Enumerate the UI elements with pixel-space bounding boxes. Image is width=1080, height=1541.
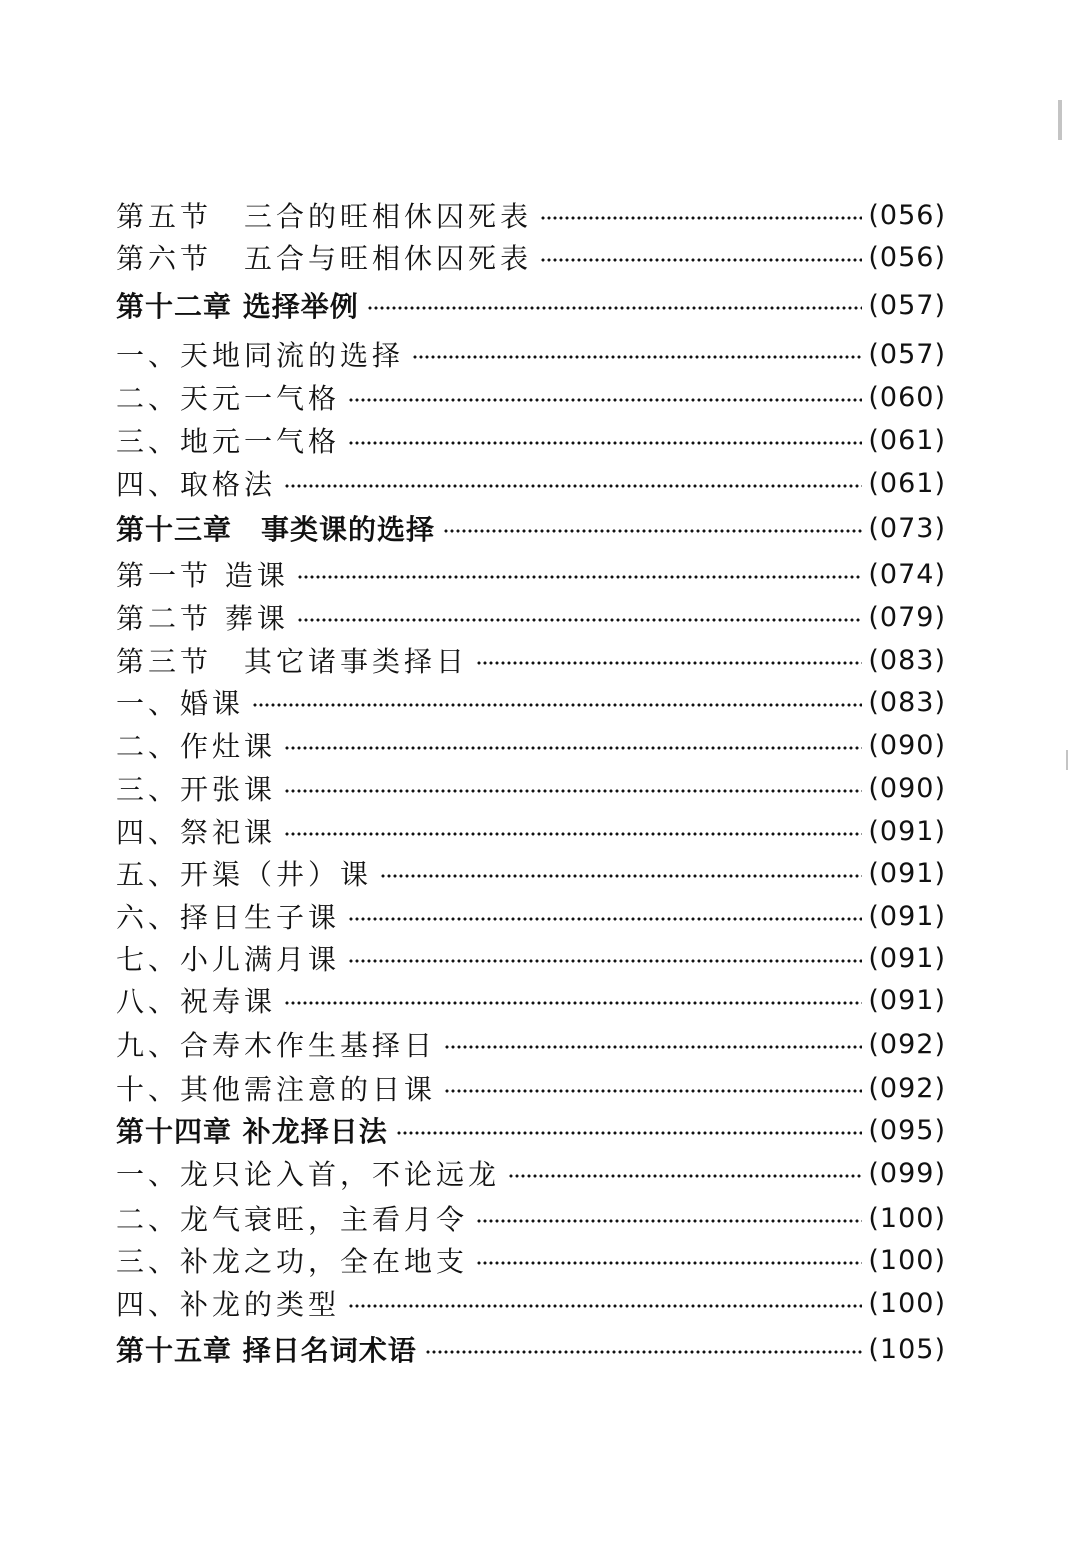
toc-page-number: (061)	[868, 467, 946, 499]
toc-chapter-row	[116, 285, 946, 325]
toc-page-number: (060)	[868, 381, 946, 413]
toc-item-row	[116, 938, 946, 978]
dot-leader	[284, 484, 862, 488]
toc-entry-title: 第十四章 补龙择日法	[116, 1115, 388, 1148]
toc-page-number: (105)	[868, 1333, 946, 1365]
toc-item-row	[116, 853, 946, 893]
dot-leader	[284, 789, 862, 793]
dot-leader	[348, 441, 862, 445]
dot-leader	[412, 355, 862, 359]
toc-item-row	[116, 463, 946, 503]
toc-entry-title: 六、择日生子课	[116, 901, 341, 934]
toc-page-number: (057)	[868, 289, 946, 321]
toc-entry-title: 二、天元一气格	[116, 382, 341, 415]
scan-mark	[1066, 750, 1068, 770]
toc-page-number: (090)	[868, 729, 946, 761]
toc-entry-title: 第十五章 择日名词术语	[116, 1334, 417, 1367]
toc-section-row	[116, 597, 946, 637]
toc-entry-title: 十、其他需注意的日课	[116, 1073, 437, 1106]
toc-item-row	[116, 1153, 946, 1193]
toc-section-row	[116, 640, 946, 680]
toc-item-row	[116, 768, 946, 808]
toc-entry-title: 一、龙只论入首，不论远龙	[116, 1158, 501, 1191]
toc-page-number: (092)	[868, 1072, 946, 1104]
toc-page-number: (074)	[868, 558, 946, 590]
toc-page-number: (083)	[868, 686, 946, 718]
dot-leader	[284, 746, 862, 750]
toc-entry-title: 八、祝寿课	[116, 985, 277, 1018]
dot-leader	[444, 1089, 862, 1093]
toc-page-number: (091)	[868, 857, 946, 889]
dot-leader	[476, 1261, 862, 1265]
toc-entry-title: 四、补龙的类型	[116, 1288, 341, 1321]
dot-leader	[476, 661, 862, 665]
toc-item-row	[116, 980, 946, 1020]
toc-page-number: (061)	[868, 424, 946, 456]
toc-entry-title: 一、婚课	[116, 687, 245, 720]
dot-leader	[444, 1045, 862, 1049]
dot-leader	[380, 874, 862, 878]
toc-chapter-row	[116, 1110, 946, 1150]
dot-leader	[396, 1131, 863, 1135]
dot-leader	[425, 1350, 863, 1354]
toc-item-row	[116, 1198, 946, 1238]
dot-leader	[348, 917, 862, 921]
toc-entry-title: 七、小儿满月课	[116, 943, 341, 976]
dot-leader	[297, 618, 862, 622]
toc-item-row	[116, 725, 946, 765]
toc-page-number: (056)	[868, 241, 946, 273]
toc-page-number: (100)	[868, 1244, 946, 1276]
toc-entry-title: 三、开张课	[116, 773, 277, 806]
toc-section-row	[116, 195, 946, 235]
toc-chapter-row	[116, 1329, 946, 1369]
dot-leader	[367, 306, 863, 310]
toc-page-number: (056)	[868, 199, 946, 231]
dot-leader	[508, 1174, 862, 1178]
toc-page-number: (091)	[868, 815, 946, 847]
toc-item-row	[116, 1240, 946, 1280]
toc-entry-title: 二、作灶课	[116, 730, 277, 763]
dot-leader	[297, 575, 862, 579]
toc-entry-title: 三、地元一气格	[116, 425, 341, 458]
toc-entry-title: 第十三章 事类课的选择	[116, 513, 436, 546]
toc-entry-title: 第五节 三合的旺相休囚死表	[116, 200, 533, 233]
toc-page-number: (100)	[868, 1202, 946, 1234]
toc-item-row	[116, 1024, 946, 1064]
toc-page-number: (057)	[868, 338, 946, 370]
toc-page-number: (083)	[868, 644, 946, 676]
toc-section-row	[116, 554, 946, 594]
toc-page-number: (100)	[868, 1287, 946, 1319]
toc-entry-title: 第十二章 选择举例	[116, 290, 359, 323]
toc-item-row	[116, 377, 946, 417]
toc-item-row	[116, 420, 946, 460]
dot-leader	[540, 216, 862, 220]
dot-leader	[476, 1219, 862, 1223]
toc-page-number: (091)	[868, 984, 946, 1016]
toc-page-number: (090)	[868, 772, 946, 804]
toc-entry-title: 第六节 五合与旺相休囚死表	[116, 242, 533, 275]
toc-section-row	[116, 237, 946, 277]
toc-chapter-row	[116, 508, 946, 548]
toc-item-row	[116, 811, 946, 851]
dot-leader	[540, 258, 862, 262]
toc-entry-title: 五、开渠（井）课	[116, 858, 373, 891]
toc-entry-title: 九、合寿木作生基择日	[116, 1029, 437, 1062]
dot-leader	[443, 529, 862, 533]
dot-leader	[348, 1304, 862, 1308]
toc-entry-title: 一、天地同流的选择	[116, 339, 405, 372]
toc-page-number: (092)	[868, 1028, 946, 1060]
toc-item-row	[116, 1068, 946, 1108]
scan-mark	[1058, 100, 1062, 140]
toc-item-row	[116, 682, 946, 722]
dot-leader	[252, 703, 862, 707]
toc-entry-title: 四、祭祀课	[116, 816, 277, 849]
toc-page-number: (091)	[868, 900, 946, 932]
dot-leader	[348, 398, 862, 402]
toc-item-row	[116, 896, 946, 936]
toc-page-number: (095)	[868, 1114, 946, 1146]
toc-item-row	[116, 1283, 946, 1323]
toc-item-row	[116, 334, 946, 374]
toc-page-number: (073)	[868, 512, 946, 544]
toc-page-number: (099)	[868, 1157, 946, 1189]
toc-page-number: (079)	[868, 601, 946, 633]
toc-page-number: (091)	[868, 942, 946, 974]
toc-entry-title: 第二节 葬课	[116, 602, 289, 635]
dot-leader	[284, 1001, 862, 1005]
toc-entry-title: 第三节 其它诸事类择日	[116, 645, 469, 678]
dot-leader	[348, 959, 862, 963]
toc-entry-title: 二、龙气衰旺，主看月令	[116, 1203, 469, 1236]
toc-entry-title: 第一节 造课	[116, 559, 289, 592]
toc-entry-title: 四、取格法	[116, 468, 277, 501]
dot-leader	[284, 832, 862, 836]
toc-entry-title: 三、补龙之功，全在地支	[116, 1245, 469, 1278]
